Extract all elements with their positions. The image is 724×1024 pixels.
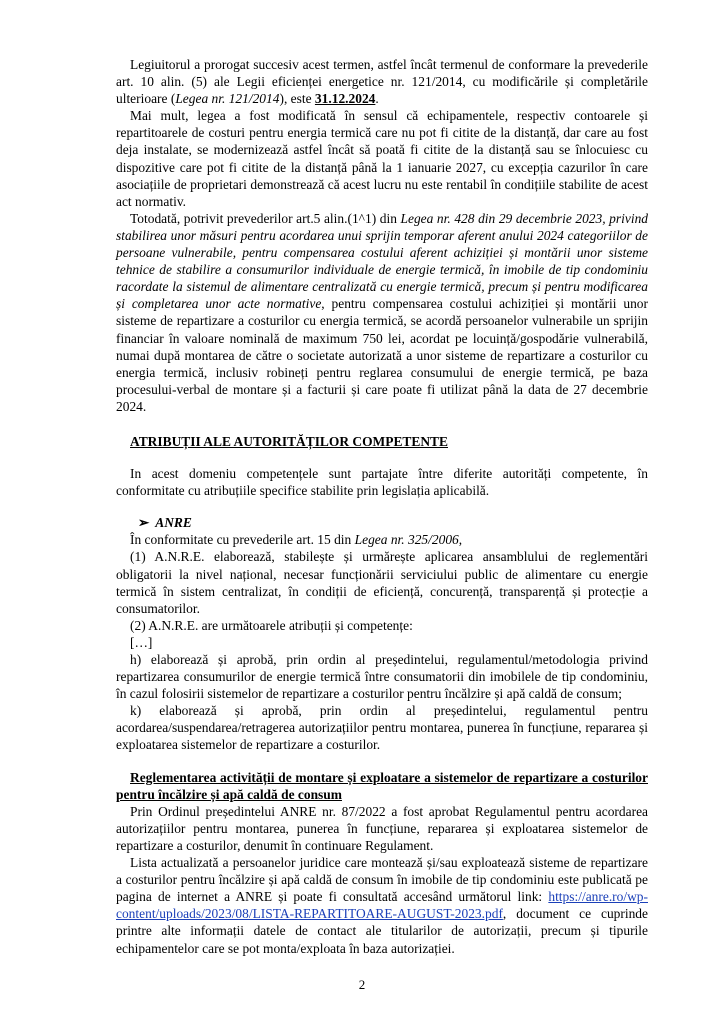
anre-list-link[interactable]: https://anre.ro/wp-content/uploads/2023/08/LISTA-REPARTITOARE-AUGUST-2023.pdf [116, 889, 648, 922]
paragraph-item-k: k) elaborează și aprobă, prin ordin al președintelui, regulamentul pentru acordarea/suspendarea/retragerea autorizațiilor pentru montarea, punerea în funcțiune, repararea și exploatarea sistemelor de repartizare a costurilor. [116, 703, 648, 753]
paragraph-order-87: Prin Ordinul președintelui ANRE nr. 87/2022 a fost aprobat Regulamentul pentru acordarea autorizațiilor pentru montarea, punerea în funcțiune, repararea și exploatarea sistemelor de repartizare a costurilor, denumit în continuare Regulament. [116, 803, 648, 853]
page-number: 2 [358, 977, 366, 992]
paragraph-list: Lista actualizată a persoanelor juridice care montează și/sau exploatează sisteme de repartizare a costurilor pentru încălzire și apă caldă de consum în imobile de tip condominiu este publicată pe pagina de internet a ANRE și poate fi consultată accesând următorul link: https://anre.ro/wp-content/uploads/2023/08/LISTA-REPARTITOARE-AUGUST-2023.pdf, document ce cuprinde printre alte informații datele de contact ale titularilor de autorizații, precum și tipurile echipamentelor care se pot monta/exploata în baza autorizației. [116, 855, 648, 956]
paragraph-term-extension: Legiuitorul a prorogat succesiv acest termen, astfel încât termenul de conformare la prevederile art. 10 alin. (5) ale Legii eficienței energetice nr. 121/2014, cu modificările și completările ulterioare (Legea nr. 121/2014), este 31.12.2024. [116, 57, 648, 107]
arrow-bullet-icon: ➢ [138, 515, 150, 531]
paragraph-anre-2: (2) A.N.R.E. are următoarele atribuții și competențe: [130, 617, 413, 633]
paragraph-item-h: h) elaborează și aprobă, prin ordin al președintelui, regulamentul/metodologia privind repartizarea consumurilor de energie termică între consumatorii din imobilele de tip condominiu, în cazul folosirii sistemelor de repartizare a costurilor pentru încălzire și apă caldă de consum; [116, 652, 648, 702]
deadline-date: 31.12.2024 [314, 91, 376, 107]
paragraph-financial-support: Totodată, potrivit prevederilor art.5 alin.(1^1) din Legea nr. 428 din 29 decembrie 2023, privind stabilirea unor măsuri pentru acordarea unui sprijin temporar aferent anului 2024 categoriilor de persoane vulnerabile, pentru compensarea costului aferent achiziției și montării unor sisteme tehnice de stabilire a consumurilor individuale de energie termică, în imobile de tip condominiu racordate la sistemul de alimentare centralizată cu energie termică, precum și pentru modificarea și completarea unor acte normative, pentru compensarea costului achiziției și montării unor sisteme de repartizare a costurilor cu energia termică, se acordă persoanelor vulnerabile un sprijin financiar în valoare nominală de maximum 750 lei, acordat pe locuință/gospodărie vulnerabilă, numai după montarea de către o societate autorizată a unor sisteme de repartizare a costurilor cu energia termică, inclusiv robineți pentru reglarea consumului de energie termică, pe baza procesului-verbal de montare și a facturii și care poate fi utilizat până la data de 27 decembrie 2024. [116, 210, 649, 414]
paragraph-anre-1: (1) A.N.R.E. elaborează, stabilește și urmărește aplicarea ansamblului de reglementări obligatorii la nivel național, necesar funcționării serviciului public de alimentare cu energie termică în sistem centralizat, în condiții de eficiență, concurență, transparență și protecție a consumatorilor. [116, 549, 648, 616]
bullet-anre: ➢ ANRE [138, 515, 192, 531]
section-heading-authorities: ATRIBUȚII ALE AUTORITĂȚILOR COMPETENTE [130, 433, 448, 449]
paragraph-ellipsis: […] [130, 634, 153, 650]
document-body [116, 56, 648, 957]
paragraph-law-325: În conformitate cu prevederile art. 15 din Legea nr. 325/2006, [130, 532, 463, 548]
paragraph-competences: In acest domeniu competențele sunt partajate între diferite autorități competente, în conformitate cu atribuțiile specifice stabilite prin legislația aplicabilă. [116, 466, 648, 499]
paragraph-remote-reading: Mai mult, legea a fost modificată în sensul că echipamentele, respectiv contoarele și repartitoarele de costuri pentru energia termică care nu pot fi citite de la distanță, dar care au fost deja instalate, se modernizează astfel încât să poată fi citite de la distanță sau se înlocuiesc cu dispozitive care pot fi citite de la distanță până la 1 ianuarie 2027, cu excepția cazurilor în care asociațiile de proprietari demonstrează că acest lucru nu este rentabil în condițiile stabilite de acest act normativ. [116, 108, 648, 209]
section-heading-regulation: Reglementarea activității de montare și exploatare a sistemelor de repartizare a costurilor pentru încălzire și apă caldă de consum [116, 769, 648, 802]
